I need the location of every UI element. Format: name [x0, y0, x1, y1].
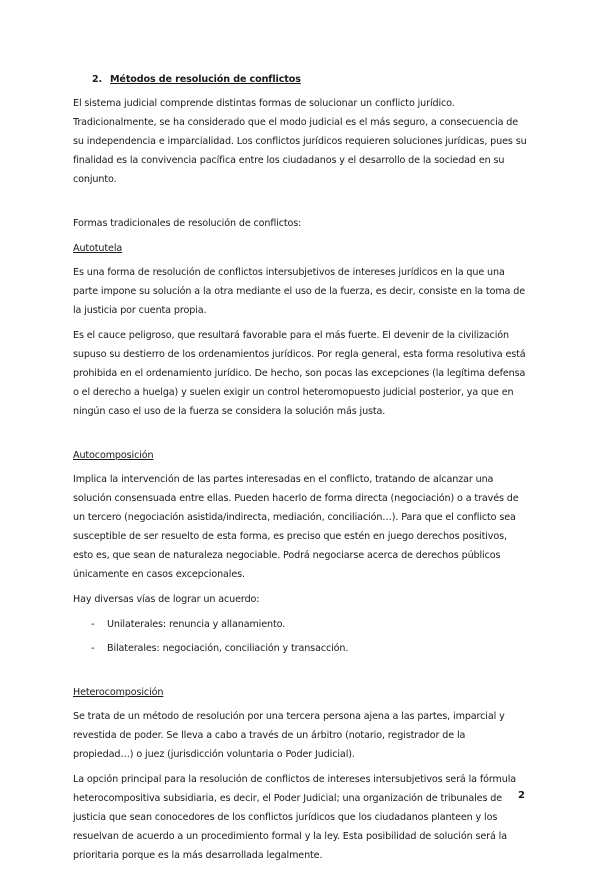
spacer: [73, 195, 527, 214]
autotutela-heading: Autotutela: [73, 243, 123, 254]
intro-paragraph: El sistema judicial comprende distintas formas de solucionar un conflicto jurídico. Tradicionalmente, se ha considerado que el modo judicial es el más seguro, a consecuencia de su independencia e imparcialidad. Los conflictos jurídicos requieren soluciones jurídicas, pues su finalidad es la convivencia pacífica entre los ciudadanos y el desarrollo de la sociedad en su conjunto.: [73, 98, 527, 185]
agreement-list: [73, 615, 527, 658]
autocomposicion-paragraph-1: Implica la intervención de las partes interesadas en el conflicto, tratando de alcanzar una solución consensuada entre ellas. Pueden hacerlo de forma directa (negociación) o a través de un tercero (negociación asistida/indirecta, mediación, conciliación…). Para que el conflicto sea susceptible de ser resuelto de esta forma, es preciso que estén en juego derechos positivos, esto es, que sean de naturaleza negociable. Podrá negociarse acerca de derechos públicos únicamente en casos excepcionales.: [73, 474, 519, 580]
autotutela-paragraph-2: Es el cauce peligroso, que resultará favorable para el más fuerte. El devenir de la civilización supuso su destierro de los ordenamientos jurídicos. Por regla general, esta forma resolutiva está prohibida en el ordenamiento jurídico. De hecho, son pocas las excepciones (la legítima defensa o el derecho a huelga) y suelen exigir un control heteromopuesto judicial posterior, ya que en ningún caso el uso de la fuerza se considera la solución más justa.: [73, 330, 526, 417]
section-title: Métodos de resolución de conflictos: [110, 74, 301, 85]
spacer: [73, 664, 527, 683]
page-number: 2: [518, 790, 525, 801]
section-heading: [92, 70, 527, 89]
section-number: 2.: [92, 74, 103, 85]
list-item: - Unilaterales: renuncia y allanamiento.: [73, 615, 527, 634]
list-item: - Bilaterales: negociación, conciliación y transacción.: [73, 639, 527, 658]
forms-label: Formas tradicionales de resolución de conflictos:: [73, 218, 302, 229]
page-content: [73, 64, 527, 871]
autotutela-paragraph-1: Es una forma de resolución de conflictos intersubjetivos de intereses jurídicos en la que una parte impone su solución a la otra mediante el uso de la fuerza, es decir, consiste en la toma de la justicia por cuenta propia.: [73, 267, 525, 316]
heterocomposicion-heading: Heterocomposición: [73, 687, 164, 698]
spacer: [73, 427, 527, 446]
autocomposicion-heading: Autocomposición: [73, 450, 154, 461]
heterocomposicion-paragraph-2: La opción principal para la resolución de conflictos de intereses intersubjetivos será la fórmula heterocompositiva subsidiaria, es decir, el Poder Judicial; una organización de tribunales de justicia que sean conocedores de los conflictos jurídicos que los ciudadanos planteen y los resuelvan de acuerdo a un procedimiento formal y la ley. Esta posibilidad de solución será la prioritaria porque es la más desarrollada legalmente.: [73, 774, 516, 861]
autocomposicion-paragraph-2: Hay diversas vías de lograr un acuerdo:: [73, 594, 260, 605]
heterocomposicion-paragraph-1: Se trata de un método de resolución por una tercera persona ajena a las partes, imparcial y revestida de poder. Se lleva a cabo a través de un árbitro (notario, registrador de la propiedad…) o juez (jurisdicción voluntaria o Poder Judicial).: [73, 711, 505, 760]
